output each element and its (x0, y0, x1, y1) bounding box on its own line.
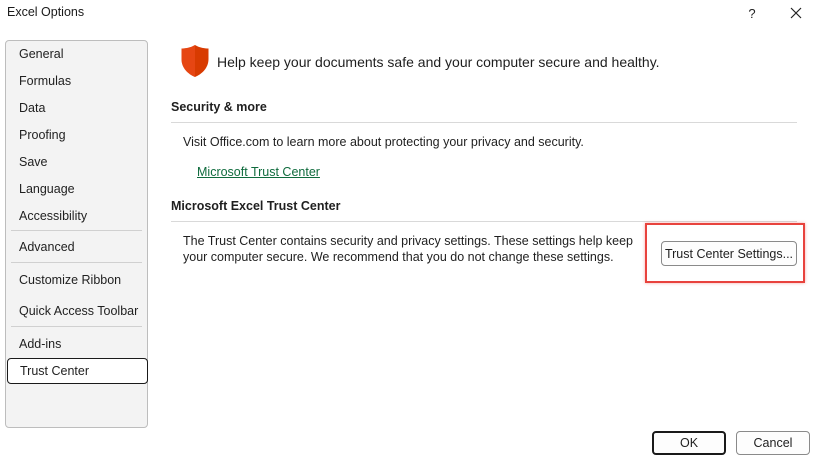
sidebar-item-general[interactable]: General (19, 47, 64, 61)
sidebar-item-customize-ribbon[interactable]: Customize Ribbon (19, 273, 122, 287)
window-title: Excel Options (7, 5, 85, 19)
sidebar-item-language[interactable]: Language (19, 182, 75, 196)
close-icon (790, 7, 802, 19)
sidebar-item-label: Trust Center (20, 364, 90, 378)
close-button[interactable] (780, 1, 812, 25)
sidebar-item-data[interactable]: Data (19, 101, 46, 115)
sidebar-item-trust-center[interactable] (7, 358, 148, 384)
title-bar (0, 0, 818, 28)
section-divider (171, 122, 797, 123)
sidebar-item-save[interactable]: Save (19, 155, 48, 169)
hero-text: Help keep your documents safe and your computer secure and healthy. (217, 54, 660, 70)
trust-center-heading: Microsoft Excel Trust Center (171, 199, 341, 213)
sidebar-item-quick-access-toolbar[interactable]: Quick Access Toolbar (19, 304, 139, 318)
help-button[interactable]: ? (748, 5, 756, 21)
ok-button[interactable]: OK (652, 431, 726, 455)
sidebar-item-formulas[interactable]: Formulas (19, 74, 72, 88)
security-heading: Security & more (171, 100, 267, 114)
sidebar-divider (11, 326, 142, 327)
cancel-button[interactable]: Cancel (736, 431, 810, 455)
sidebar-divider (11, 262, 142, 263)
security-description: Visit Office.com to learn more about protecting your privacy and security. (183, 135, 584, 149)
sidebar-item-advanced[interactable]: Advanced (19, 240, 75, 254)
trust-center-description: The Trust Center contains security and privacy settings. These settings help keep your computer secure. We recommend that you do not change these settings. (183, 234, 633, 264)
sidebar-item-proofing[interactable]: Proofing (19, 128, 66, 142)
sidebar-item-accessibility[interactable]: Accessibility (19, 209, 88, 223)
options-sidebar (5, 40, 148, 428)
shield-icon (180, 44, 210, 78)
sidebar-divider (11, 230, 142, 231)
trust-center-settings-button[interactable]: Trust Center Settings... (661, 241, 797, 266)
section-divider (171, 221, 797, 222)
sidebar-item-add-ins[interactable]: Add-ins (19, 337, 62, 351)
microsoft-trust-center-link[interactable]: Microsoft Trust Center (197, 165, 320, 179)
